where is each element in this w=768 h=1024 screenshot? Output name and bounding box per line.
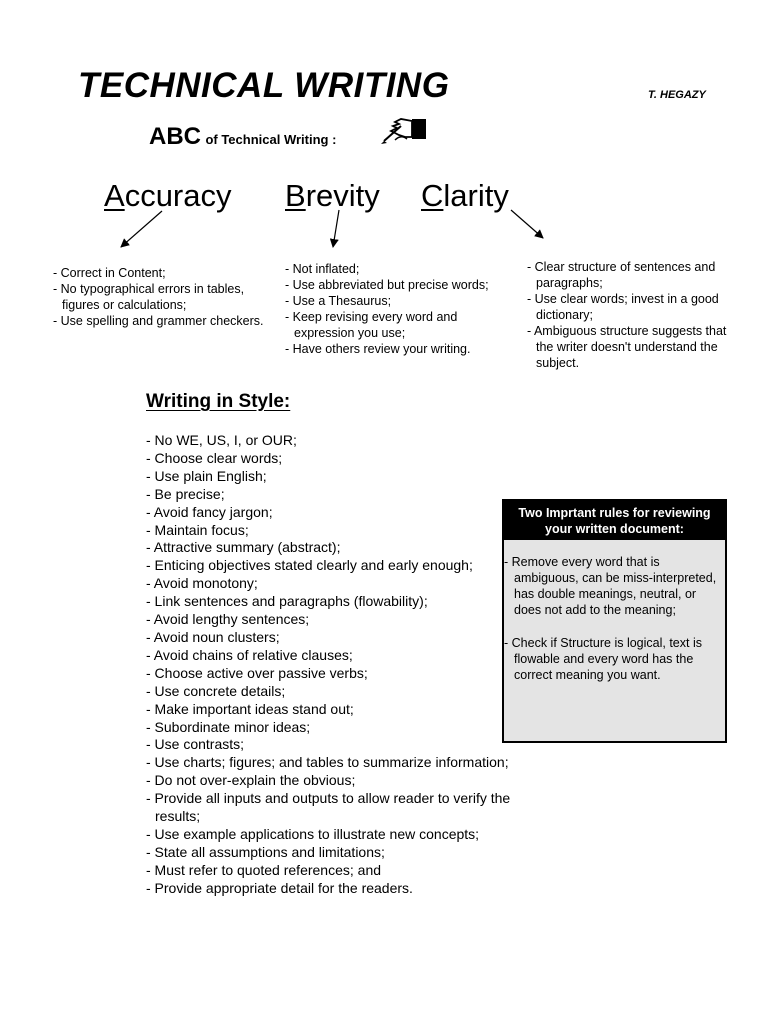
list-item: - Not inflated; xyxy=(285,262,360,276)
list-item: - Avoid fancy jargon; xyxy=(146,503,273,520)
list-item: - Use a Thesaurus; xyxy=(285,294,392,308)
list-item: - Remove every word that is ambiguous, can be miss-interpreted, has double meanings, neutral, or does not add to the meaning; xyxy=(504,555,717,617)
list-item: - Avoid lengthy sentences; xyxy=(146,611,310,628)
list-item: - State all assumptions and limitations; xyxy=(146,843,385,860)
list-item: - Keep revising every word and expression you use; xyxy=(285,310,458,340)
list-item: - Use spelling and grammer checkers. xyxy=(53,314,264,328)
list-item: - Correct in Content; xyxy=(53,266,166,280)
review-rules-header: Two Imprtant rules for reviewing your written document: xyxy=(504,501,725,540)
list-item: - Use contrasts; xyxy=(146,736,245,753)
principle-initial: C xyxy=(421,178,444,213)
list-item: - Use charts; figures; and tables to summarize information; xyxy=(146,754,509,771)
writing-style-list xyxy=(146,432,556,898)
list-item: - Make important ideas stand out; xyxy=(146,700,354,717)
list-item: - Do not over-explain the obvious; xyxy=(146,772,356,789)
list-item: - Maintain focus; xyxy=(146,521,249,538)
author-name: T. HEGAZY xyxy=(648,89,706,101)
clarity-list xyxy=(527,259,742,371)
list-item: - Attractive summary (abstract); xyxy=(146,539,341,556)
list-item: - Choose active over passive verbs; xyxy=(146,664,368,681)
brevity-list xyxy=(285,261,500,357)
principle-arrows xyxy=(0,0,768,300)
list-item: - Provide appropriate detail for the readers. xyxy=(146,879,413,896)
arrow-accuracy xyxy=(121,211,162,247)
list-item: - Use plain English; xyxy=(146,467,267,484)
list-item: - Avoid chains of relative clauses; xyxy=(146,646,353,663)
list-item: - Subordinate minor ideas; xyxy=(146,718,311,735)
abc-heading-big: ABC xyxy=(149,123,201,150)
list-item: - No typographical errors in tables, figures or calculations; xyxy=(53,282,245,312)
principle-rest: revity xyxy=(305,178,380,213)
abc-heading-small: of Technical Writing : xyxy=(205,132,337,147)
review-rules-box xyxy=(502,499,727,743)
principle-rest: ccuracy xyxy=(124,178,232,213)
list-item: - No WE, US, I, or OUR; xyxy=(146,432,297,448)
writing-style-heading: Writing in Style: xyxy=(146,391,291,412)
list-item: - Be precise; xyxy=(146,485,225,502)
list-item: - Ambiguous structure suggests that the writer doesn't understand the subject. xyxy=(527,324,727,370)
page-title: TECHNICAL WRITING xyxy=(78,66,450,105)
arrow-brevity xyxy=(333,210,339,247)
list-item: - Clear structure of sentences and paragraphs; xyxy=(527,260,716,290)
principle-rest: larity xyxy=(443,178,509,213)
list-item: - Have others review your writing. xyxy=(285,342,471,356)
list-item: - Avoid monotony; xyxy=(146,575,258,592)
list-item: - Must refer to quoted references; and xyxy=(146,861,382,878)
review-rules-list xyxy=(504,540,725,683)
list-item: - Provide all inputs and outputs to allow reader to verify the results; xyxy=(146,790,511,825)
list-item: - Check if Structure is logical, text is flowable and every word has the correct meaning you want. xyxy=(504,636,702,682)
list-item: - Use example applications to illustrate new concepts; xyxy=(146,825,480,842)
principle-initial: A xyxy=(104,178,125,213)
principle-initial: B xyxy=(285,178,306,213)
accuracy-list xyxy=(53,265,268,329)
list-item: - Enticing objectives stated clearly and early enough; xyxy=(146,557,473,574)
arrow-clarity xyxy=(511,210,543,238)
list-item: - Use clear words; invest in a good dictionary; xyxy=(527,292,719,322)
list-item: - Choose clear words; xyxy=(146,449,283,466)
list-item: - Avoid noun clusters; xyxy=(146,628,280,645)
list-item: - Link sentences and paragraphs (flowability); xyxy=(146,593,428,610)
list-item: - Use abbreviated but precise words; xyxy=(285,278,489,292)
list-item: - Use concrete details; xyxy=(146,682,286,699)
